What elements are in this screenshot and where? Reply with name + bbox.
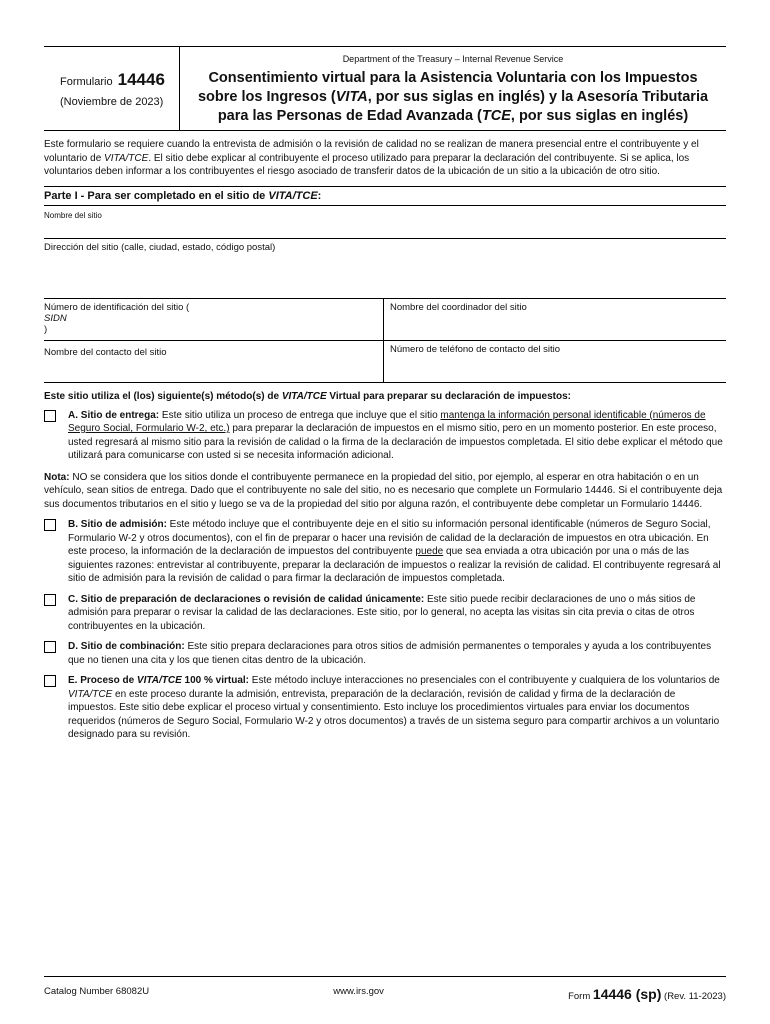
- option-b: [44, 518, 726, 586]
- option-d-text-body: Este sitio prepara declaraciones para otros sitios de admisión permanentes o temporales y ayuda a los contribuyentes que no tienen una cita y los que tienen citas dentro de la ubicación.: [68, 641, 712, 666]
- phone-field[interactable]: [384, 341, 726, 382]
- form-page: [44, 46, 726, 742]
- methods-q-a: Este sitio utiliza el (los) siguiente(s) método(s) de: [44, 390, 282, 402]
- site-address-label: Dirección del sitio (calle, ciudad, estado, código postal): [44, 241, 276, 253]
- title-3a: para las Personas de Edad Avanzada (: [217, 108, 482, 124]
- form-id-block: [44, 47, 180, 130]
- form-prefix: Formulario: [60, 75, 113, 88]
- option-e-checkbox[interactable]: [44, 675, 56, 687]
- option-e-lead-c: 100 % virtual:: [181, 675, 250, 686]
- coordinator-field[interactable]: [384, 299, 726, 340]
- methods-q-b: VITA/TCE: [281, 390, 327, 402]
- option-b-text: [68, 518, 726, 586]
- contact-label: Nombre del contacto del sitio: [44, 346, 167, 358]
- sidn-field[interactable]: [44, 299, 384, 340]
- sidn-label-a: Número de identificación del sitio (: [44, 301, 190, 313]
- part1-title-b: VITA/TCE: [268, 189, 318, 202]
- title-3b: TCE: [481, 108, 511, 124]
- option-e-text-2: en este proceso durante la admisión, entrevista, preparación de la declaración, revisión de calidad y firma de la declaración de impuestos. Este sitio debe explicar el proceso virtual y consentimiento. Esto incluye los procedimientos virtuales para enviar los documentos requeridos (números de Seguro Social, Formulario W-2 y otros documentos) a través de un sistema seguro para compartir archivos a un voluntario designado para su revisión.: [68, 688, 720, 740]
- option-b-text-2: que sea enviada a otra ubicación por una o más de las siguientes razones: entrevistar al contribuyente, preparar la declaración de impuestos o realizar la revisión de calidad. El contribuyente regresará al sitio de admisión para la revisión de calidad o para firmar la declaración de impuestos completada.: [68, 546, 721, 584]
- title-2c: , por sus siglas en inglés) y la Asesoría Tributaria: [367, 89, 709, 105]
- methods-q-c: Virtual para preparar su declaración de impuestos:: [326, 390, 571, 402]
- intro-c: . El sitio debe explicar al contribuyente el proceso utilizado para preparar la declaración del contribuyente. Si se aplica, los voluntarios deben informar a los contribuyentes el riesgo asociado de transferir datos de la ubicación de un sitio a la ubicación de otro sitio.: [44, 152, 690, 177]
- form-header: [44, 46, 726, 131]
- option-e-lead: [68, 675, 249, 686]
- catalog-number: Catalog Number 68082U: [44, 986, 150, 997]
- option-d-lead: D. Sitio de combinación:: [68, 641, 185, 652]
- coordinator-label: Nombre del coordinador del sitio: [390, 301, 527, 313]
- option-a-checkbox[interactable]: [44, 410, 56, 422]
- option-d-text: [68, 640, 726, 667]
- footer-form-id: [568, 986, 726, 1002]
- footer-form-prefix: Form: [568, 991, 591, 1002]
- option-b-lead: B. Sitio de admisión:: [68, 519, 167, 530]
- form-title-block: [180, 47, 726, 130]
- option-d-checkbox[interactable]: [44, 641, 56, 653]
- note-text: NO se considera que los sitios donde el contribuyente permanece en la propiedad del sitio, por ejemplo, al esperar en otra habitación o en un vehículo, sean sitios de entrega. Dado que el contribuyente no sale del sitio, no es necesario que complete un Formulario 14446. Si el contribuyente deja sus documentos tributarios en el sitio y luego se va de la propiedad del sitio por alguna razón, el contribuyente debe completar un Formulario 14446.: [44, 471, 723, 510]
- part1-title-a: Parte I - Para ser completado en el sitio de: [44, 189, 269, 202]
- option-b-checkbox[interactable]: [44, 519, 56, 531]
- intro-b: VITA/TCE: [104, 152, 149, 164]
- option-c: [44, 593, 726, 634]
- option-e-text: [68, 674, 726, 742]
- option-b-text-1: Este método incluye que el contribuyente deje en el sitio su información personal identificable (números de Seguro Social, Formulario W-2 y otros documentos), con el fin de preparar o hacer una revisión de calidad de la declaración de impuestos en otra ubicación. En este proceso, la información de la declaración de impuestos del contribuyente: [68, 519, 711, 557]
- footer-form-number: 14446 (sp): [592, 986, 662, 1002]
- title-line-2: [180, 88, 726, 107]
- intro-a: Este formulario se requiere cuando la entrevista de admisión o la revisión de calidad no se realizan de manera presencial entre el contribuyente y el voluntario de: [44, 139, 699, 164]
- option-e: [44, 674, 726, 742]
- phone-label: Número de teléfono de contacto del sitio: [390, 343, 561, 355]
- option-a-text: [68, 409, 726, 463]
- option-c-text-body: Este sitio puede recibir declaraciones de uno o más sitios de admisión para preparar o revisar la calidad de las declaraciones. Este sitio, por lo general, no acepta las visitas sin cita previa o citas de otros contribuyentes en la ubicación.: [68, 593, 696, 632]
- part-1-header: [44, 186, 726, 206]
- option-a-text-1: Este sitio utiliza un proceso de entrega que incluye que el sitio: [159, 409, 441, 421]
- option-a-text-underlined: mantenga la información personal identificable (números de Seguro Social, Formulario W-2, etc.): [68, 409, 706, 434]
- contact-phone-row: [44, 341, 726, 383]
- title-line-1: Consentimiento virtual para la Asistencia Voluntaria con los Impuestos: [208, 70, 698, 86]
- contact-field[interactable]: [44, 341, 384, 382]
- title-line-3: [180, 107, 726, 126]
- option-c-lead: C. Sitio de preparación de declaraciones o revisión de calidad únicamente:: [68, 593, 425, 605]
- sidn-coordinator-row: [44, 299, 726, 341]
- methods-question: [44, 391, 726, 402]
- sidn-label: [44, 302, 383, 335]
- footer-revision: (Rev. 11-2023): [664, 991, 726, 1002]
- part1-title-c: :: [317, 189, 322, 202]
- option-a: [44, 409, 726, 463]
- title-2a: sobre los Ingresos (: [197, 89, 336, 105]
- title-2b: VITA: [335, 89, 368, 105]
- form-number: 14446: [117, 69, 165, 89]
- option-e-text-italic: VITA/TCE: [68, 688, 113, 700]
- option-e-text-1: Este método incluye interacciones no presenciales con el contribuyente y cualquiera de los voluntarios de: [249, 675, 720, 686]
- department-name: Department of the Treasury – Internal Revenue Service: [342, 54, 564, 64]
- form-footer: [44, 976, 726, 1002]
- site-name-field[interactable]: [44, 206, 726, 239]
- option-d: [44, 640, 726, 667]
- sidn-label-b: SIDN: [44, 312, 67, 324]
- option-e-lead-a: E. Proceso de: [68, 675, 137, 686]
- sidn-label-c: ): [44, 323, 48, 335]
- site-name-label: Nombre del sitio: [44, 210, 102, 220]
- note-paragraph: [44, 471, 726, 512]
- form-date: (Noviembre de 2023): [60, 95, 164, 108]
- option-b-text-underlined: puede: [415, 546, 444, 557]
- option-c-text: [68, 593, 726, 634]
- form-number-line: [60, 70, 179, 90]
- title-3c: , por sus siglas en inglés): [510, 108, 689, 124]
- intro-paragraph: [44, 138, 726, 179]
- option-e-lead-b: VITA/TCE: [136, 675, 182, 686]
- option-a-text-2: para preparar la declaración de impuestos en el mismo sitio, pero en un momento posterior. En este proceso, usted regresará al mismo sitio para la revisión de calidad o la firma de la declaración de impuestos completada. El sitio debe explicar el método que utilizará para comunicarse con usted si se necesita información adicional.: [68, 423, 723, 461]
- irs-website: www.irs.gov: [333, 986, 384, 997]
- note-lead: Nota:: [44, 471, 70, 483]
- site-address-field[interactable]: [44, 239, 726, 299]
- option-c-checkbox[interactable]: [44, 594, 56, 606]
- form-title: [180, 69, 726, 126]
- option-a-lead: A. Sitio de entrega:: [68, 409, 160, 421]
